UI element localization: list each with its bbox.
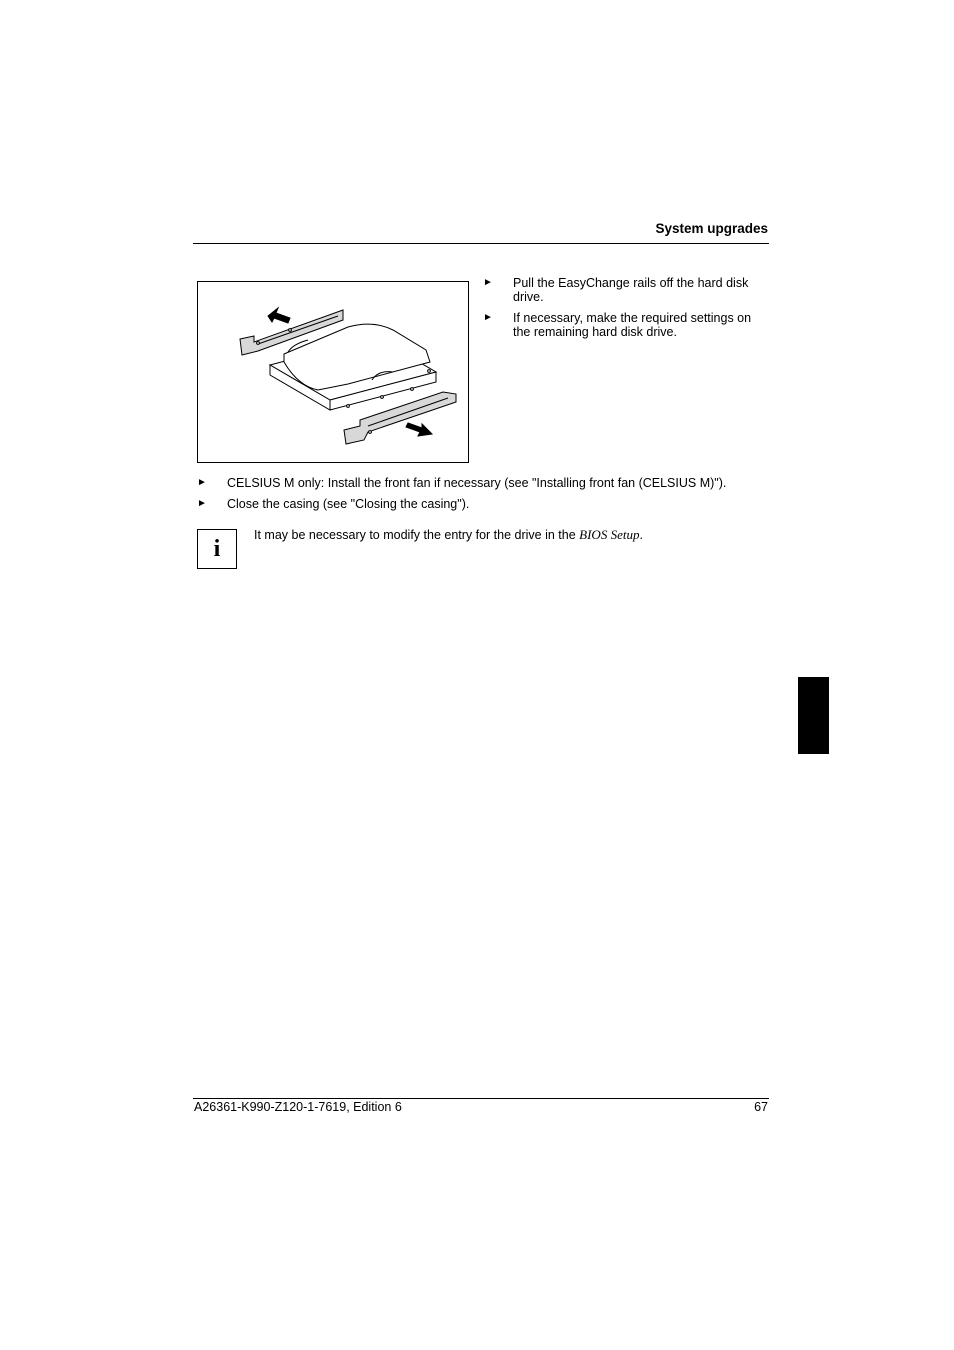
step-marker: ► bbox=[197, 498, 207, 509]
step-marker: ► bbox=[197, 477, 207, 488]
footer-page-number: 67 bbox=[754, 1100, 768, 1114]
info-text-before: It may be necessary to modify the entry for the drive in the bbox=[254, 528, 580, 542]
header-divider bbox=[193, 243, 769, 244]
page-header-title: System upgrades bbox=[655, 221, 768, 236]
chapter-thumb-tab bbox=[798, 677, 829, 754]
step-text: Close the casing (see "Closing the casing"). bbox=[227, 497, 470, 511]
footer-divider bbox=[193, 1098, 769, 1099]
hard-disk-rails-illustration bbox=[197, 281, 469, 463]
info-text-bios-setup: BIOS Setup bbox=[579, 527, 640, 542]
step-text: If necessary, make the required settings on the remaining hard disk drive. bbox=[513, 311, 752, 339]
footer-document-id: A26361-K990-Z120-1-7619, Edition 6 bbox=[194, 1100, 402, 1114]
hard-disk-drawing bbox=[198, 282, 468, 462]
info-text-after: . bbox=[639, 528, 643, 542]
info-icon: i bbox=[197, 529, 237, 569]
step-marker: ► bbox=[483, 277, 493, 288]
step-marker: ► bbox=[483, 312, 493, 323]
step-text: CELSIUS M only: Install the front fan if necessary (see "Installing front fan (CELSIUS M)"). bbox=[227, 476, 727, 490]
info-note bbox=[254, 528, 643, 542]
step-text: Pull the EasyChange rails off the hard disk drive. bbox=[513, 276, 749, 304]
